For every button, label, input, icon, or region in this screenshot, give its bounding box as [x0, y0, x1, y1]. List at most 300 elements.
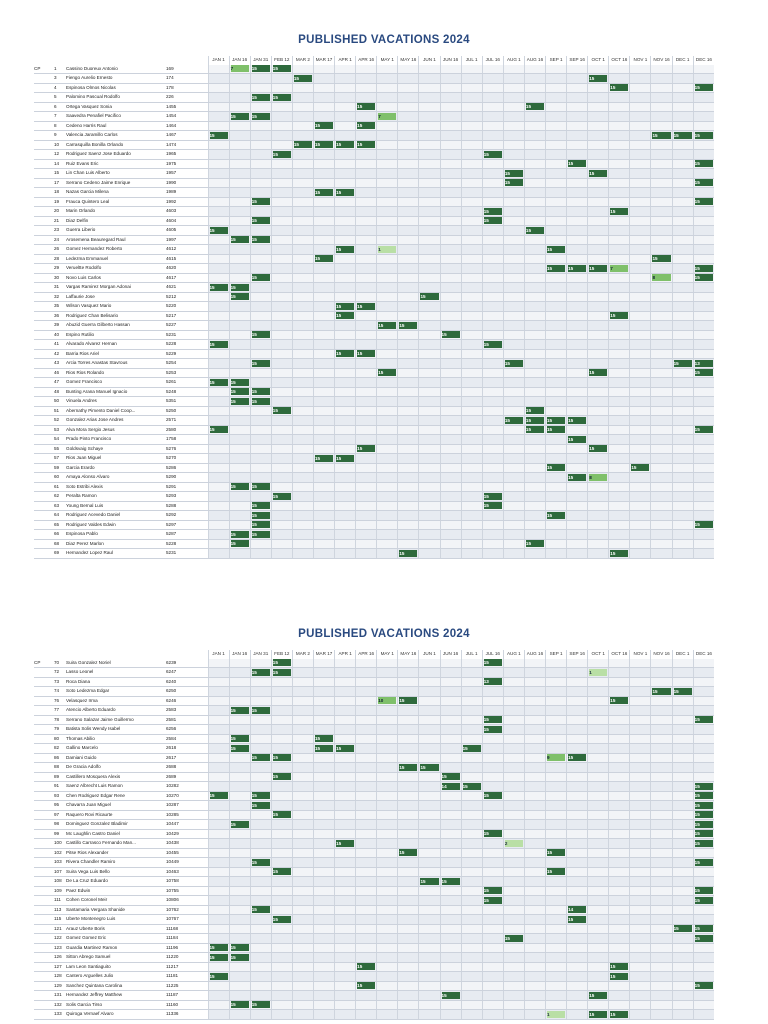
period-cell — [313, 511, 334, 521]
period-cell — [630, 444, 651, 454]
vacation-days-badge: 15 — [589, 75, 607, 82]
period-cell — [335, 150, 356, 160]
period-cell — [609, 1010, 630, 1020]
period-cell — [313, 839, 334, 849]
period-cell — [377, 425, 398, 435]
period-cell — [377, 829, 398, 839]
period-cell — [651, 150, 672, 160]
period-cell — [271, 131, 292, 141]
period-cell — [461, 150, 482, 160]
period-cell — [229, 772, 250, 782]
employee-name: Santamaria Vergara Shanide — [66, 905, 166, 915]
period-cell — [440, 169, 461, 179]
period-cell — [356, 867, 377, 877]
period-cell — [250, 473, 271, 483]
vacation-days-badge: 15 — [252, 198, 270, 205]
period-cell — [398, 539, 419, 549]
period-cell — [588, 668, 609, 678]
period-cell — [651, 725, 672, 735]
period-cell — [250, 454, 271, 464]
vacation-days-badge: 15 — [231, 379, 249, 386]
period-cell — [250, 93, 271, 103]
vacation-days-badge: 15 — [442, 331, 460, 338]
vacation-days-badge: 15 — [231, 284, 249, 291]
period-cell — [419, 226, 440, 236]
period-cell — [693, 178, 714, 188]
period-cell — [461, 791, 482, 801]
vacation-days-badge: 15 — [695, 897, 714, 904]
period-cell — [482, 858, 503, 868]
period-cell — [208, 520, 229, 530]
period-cell — [313, 744, 334, 754]
period-cell — [313, 216, 334, 226]
period-cell — [398, 934, 419, 944]
period-header: DEC 1 — [672, 650, 693, 659]
period-cell — [208, 188, 229, 198]
period-cell — [356, 1000, 377, 1010]
period-cell — [524, 753, 545, 763]
period-cell — [313, 454, 334, 464]
employee-number: 68 — [54, 539, 66, 549]
period-cell — [271, 140, 292, 150]
period-cell — [524, 744, 545, 754]
period-cell — [208, 725, 229, 735]
employee-code: 10287 — [166, 801, 192, 811]
period-cell — [229, 169, 250, 179]
period-cell — [313, 829, 334, 839]
cp-label — [34, 972, 54, 982]
period-cell — [482, 492, 503, 502]
period-cell — [229, 435, 250, 445]
period-cell — [567, 972, 588, 982]
period-cell — [377, 839, 398, 849]
period-cell — [672, 924, 693, 934]
period-cell — [546, 905, 567, 915]
table-row — [34, 972, 714, 982]
period-cell — [229, 1010, 250, 1020]
row-gap — [192, 330, 208, 340]
vacation-days-badge: 15 — [336, 745, 354, 752]
period-cell — [693, 962, 714, 972]
cp-label — [34, 169, 54, 179]
period-cell — [313, 867, 334, 877]
period-cell — [651, 416, 672, 426]
employee-code: 5254 — [166, 359, 192, 369]
period-cell — [398, 406, 419, 416]
vacation-days-badge: 15 — [695, 160, 714, 167]
period-cell — [672, 725, 693, 735]
period-cell — [503, 520, 524, 530]
period-cell — [609, 981, 630, 991]
period-cell — [313, 1000, 334, 1010]
period-cell — [567, 235, 588, 245]
employee-name: Novo Luis Carlos — [66, 273, 166, 283]
period-cell — [335, 349, 356, 359]
period-cell — [693, 981, 714, 991]
employee-number: 21 — [54, 216, 66, 226]
period-cell — [356, 763, 377, 773]
period-cell — [672, 444, 693, 454]
period-cell — [630, 216, 651, 226]
period-cell — [461, 734, 482, 744]
period-cell — [503, 924, 524, 934]
period-cell — [672, 915, 693, 925]
vacation-days-badge: 15 — [231, 113, 249, 120]
employee-number: 89 — [54, 772, 66, 782]
period-cell — [292, 962, 313, 972]
vacation-days-badge: 15 — [252, 274, 270, 281]
period-cell — [271, 311, 292, 321]
period-cell — [461, 65, 482, 74]
period-cell — [377, 302, 398, 312]
period-cell — [208, 763, 229, 773]
table-row — [34, 102, 714, 112]
period-cell — [524, 216, 545, 226]
period-cell — [419, 292, 440, 302]
period-cell — [377, 934, 398, 944]
period-cell — [356, 273, 377, 283]
period-cell — [292, 235, 313, 245]
period-cell — [609, 791, 630, 801]
period-cell — [588, 953, 609, 963]
cp-label — [34, 848, 54, 858]
row-gap — [192, 169, 208, 179]
period-cell — [250, 387, 271, 397]
period-cell — [461, 782, 482, 792]
period-cell — [482, 934, 503, 944]
period-cell — [524, 178, 545, 188]
employee-code: 2580 — [166, 425, 192, 435]
period-cell — [693, 896, 714, 906]
period-cell — [630, 482, 651, 492]
period-cell — [440, 1010, 461, 1020]
period-cell — [250, 226, 271, 236]
period-cell — [208, 378, 229, 388]
period-cell — [588, 169, 609, 179]
period-cell — [419, 810, 440, 820]
period-cell — [398, 387, 419, 397]
cp-label — [34, 810, 54, 820]
period-cell — [588, 539, 609, 549]
period-cell — [356, 226, 377, 236]
period-cell — [335, 226, 356, 236]
period-cell — [567, 65, 588, 74]
period-cell — [229, 416, 250, 426]
period-cell — [503, 397, 524, 407]
employee-name: Hernandez Lopez Raul — [66, 549, 166, 559]
cp-label — [34, 991, 54, 1001]
employee-code: 4615 — [166, 254, 192, 264]
employee-code: 174 — [166, 74, 192, 84]
vacation-days-badge: 15 — [695, 859, 714, 866]
period-cell — [588, 877, 609, 887]
period-cell — [208, 454, 229, 464]
table-row — [34, 131, 714, 141]
period-cell — [693, 102, 714, 112]
employee-code: 11220 — [166, 953, 192, 963]
period-cell — [461, 829, 482, 839]
period-cell — [313, 207, 334, 217]
period-cell — [461, 520, 482, 530]
period-cell — [588, 520, 609, 530]
period-cell — [524, 501, 545, 511]
period-cell — [672, 292, 693, 302]
period-cell — [313, 896, 334, 906]
period-cell — [546, 858, 567, 868]
period-cell — [292, 934, 313, 944]
period-cell — [335, 848, 356, 858]
period-header: OCT 1 — [588, 56, 609, 65]
period-header: AUG 16 — [524, 56, 545, 65]
vacation-days-badge: 15 — [273, 493, 291, 500]
period-cell — [546, 216, 567, 226]
period-cell — [313, 425, 334, 435]
period-cell — [208, 473, 229, 483]
vacation-days-badge: 15 — [336, 246, 354, 253]
period-cell — [229, 112, 250, 122]
period-cell — [609, 953, 630, 963]
period-cell — [377, 782, 398, 792]
period-cell — [377, 387, 398, 397]
employee-name: Rodriguez Chan Belisario — [66, 311, 166, 321]
period-cell — [419, 924, 440, 934]
period-cell — [398, 696, 419, 706]
period-cell — [546, 972, 567, 982]
period-cell — [250, 131, 271, 141]
period-cell — [271, 962, 292, 972]
employee-code: 1758 — [166, 435, 192, 445]
period-cell — [588, 867, 609, 877]
cp-label: CP — [34, 65, 54, 74]
period-cell — [693, 696, 714, 706]
employee-code: 5286 — [166, 463, 192, 473]
period-cell — [630, 93, 651, 103]
period-cell — [271, 659, 292, 668]
period-cell — [546, 321, 567, 331]
table-row — [34, 159, 714, 169]
period-cell — [503, 549, 524, 559]
period-cell — [356, 696, 377, 706]
period-cell — [651, 877, 672, 887]
period-cell — [419, 283, 440, 293]
period-cell — [546, 782, 567, 792]
period-cell — [546, 668, 567, 678]
period-cell — [482, 131, 503, 141]
period-cell — [567, 659, 588, 668]
period-cell — [419, 896, 440, 906]
cp-label — [34, 368, 54, 378]
period-cell — [524, 981, 545, 991]
row-gap — [192, 463, 208, 473]
period-cell — [440, 530, 461, 540]
period-cell — [567, 159, 588, 169]
period-cell — [672, 501, 693, 511]
period-cell — [229, 235, 250, 245]
period-cell — [440, 140, 461, 150]
period-cell — [292, 896, 313, 906]
period-cell — [588, 245, 609, 255]
period-cell — [440, 121, 461, 131]
period-cell — [229, 706, 250, 716]
table-row — [34, 520, 714, 530]
period-cell — [377, 463, 398, 473]
period-cell — [503, 112, 524, 122]
period-cell — [335, 829, 356, 839]
period-cell — [398, 877, 419, 887]
period-cell — [630, 302, 651, 312]
vacation-days-badge: 15 — [484, 716, 502, 723]
period-cell — [356, 687, 377, 697]
period-cell — [693, 378, 714, 388]
period-cell — [229, 677, 250, 687]
period-cell — [377, 378, 398, 388]
table-row — [34, 915, 714, 925]
period-cell — [546, 121, 567, 131]
period-cell — [335, 302, 356, 312]
period-cell — [482, 991, 503, 1001]
period-cell — [630, 188, 651, 198]
period-cell — [524, 791, 545, 801]
vacation-days-badge: 15 — [695, 369, 714, 376]
period-cell — [693, 159, 714, 169]
period-cell — [693, 953, 714, 963]
period-cell — [482, 159, 503, 169]
table-row — [34, 943, 714, 953]
period-cell — [567, 782, 588, 792]
period-cell — [567, 867, 588, 877]
employee-name: Paez Edwin — [66, 886, 166, 896]
period-header: JAN 1 — [208, 56, 229, 65]
period-cell — [503, 696, 524, 706]
period-cell — [377, 226, 398, 236]
period-cell — [271, 349, 292, 359]
vacation-days-badge: 15 — [674, 688, 692, 695]
period-cell — [630, 264, 651, 274]
cp-label: CP — [34, 659, 54, 668]
period-cell — [208, 340, 229, 350]
period-cell — [377, 763, 398, 773]
period-cell — [250, 264, 271, 274]
period-cell — [335, 378, 356, 388]
period-cell — [630, 311, 651, 321]
cp-label — [34, 216, 54, 226]
vacation-days-badge: 15 — [547, 512, 565, 519]
period-cell — [440, 763, 461, 773]
period-cell — [313, 886, 334, 896]
period-cell — [292, 715, 313, 725]
period-cell — [693, 444, 714, 454]
period-cell — [567, 473, 588, 483]
period-cell — [482, 74, 503, 84]
period-cell — [524, 482, 545, 492]
employee-number: 4 — [54, 83, 66, 93]
period-cell — [377, 687, 398, 697]
period-cell — [229, 687, 250, 697]
period-cell — [313, 102, 334, 112]
period-cell — [672, 188, 693, 198]
period-cell — [440, 216, 461, 226]
period-cell — [524, 1000, 545, 1010]
period-cell — [461, 197, 482, 207]
period-cell — [335, 763, 356, 773]
period-cell — [356, 292, 377, 302]
period-cell — [651, 810, 672, 820]
cp-label — [34, 283, 54, 293]
period-cell — [335, 416, 356, 426]
employee-number: 66 — [54, 530, 66, 540]
period-cell — [651, 283, 672, 293]
employee-name: Arosemena Beauregard Raul — [66, 235, 166, 245]
employee-number: 20 — [54, 207, 66, 217]
vacation-days-badge: 15 — [210, 792, 228, 799]
period-cell — [335, 943, 356, 953]
period-cell — [524, 962, 545, 972]
period-cell — [651, 387, 672, 397]
period-cell — [609, 188, 630, 198]
period-cell — [419, 235, 440, 245]
period-cell — [250, 482, 271, 492]
period-cell — [440, 677, 461, 687]
period-cell — [419, 753, 440, 763]
period-cell — [335, 734, 356, 744]
period-cell — [292, 782, 313, 792]
period-cell — [588, 1010, 609, 1020]
period-cell — [524, 245, 545, 255]
employee-code: 5231 — [166, 330, 192, 340]
employee-code: 10758 — [166, 877, 192, 887]
period-cell — [630, 112, 651, 122]
period-cell — [588, 829, 609, 839]
period-cell — [419, 782, 440, 792]
period-cell — [208, 292, 229, 302]
period-cell — [398, 791, 419, 801]
period-cell — [609, 782, 630, 792]
period-cell — [630, 425, 651, 435]
period-cell — [630, 473, 651, 483]
vacation-days-badge: 15 — [357, 303, 375, 310]
period-cell — [524, 254, 545, 264]
period-cell — [292, 867, 313, 877]
period-cell — [271, 273, 292, 283]
period-cell — [335, 93, 356, 103]
header-spacer — [166, 56, 192, 65]
period-cell — [567, 454, 588, 464]
period-cell — [503, 93, 524, 103]
period-cell — [609, 848, 630, 858]
vacation-days-badge: 15 — [652, 255, 670, 262]
period-header: MAR 2 — [292, 650, 313, 659]
period-header: JAN 16 — [229, 56, 250, 65]
table-row — [34, 74, 714, 84]
period-cell — [250, 953, 271, 963]
period-cell — [271, 972, 292, 982]
employee-number: 10 — [54, 140, 66, 150]
period-cell — [440, 178, 461, 188]
period-cell — [440, 83, 461, 93]
period-cell — [693, 406, 714, 416]
cp-label — [34, 696, 54, 706]
period-cell — [567, 397, 588, 407]
employee-code: 2584 — [166, 734, 192, 744]
vacation-days-badge: 15 — [294, 141, 312, 148]
period-cell — [335, 501, 356, 511]
period-cell — [229, 425, 250, 435]
period-cell — [271, 283, 292, 293]
vacation-days-badge: 15 — [252, 512, 270, 519]
period-cell — [335, 953, 356, 963]
period-cell — [271, 820, 292, 830]
period-cell — [419, 178, 440, 188]
